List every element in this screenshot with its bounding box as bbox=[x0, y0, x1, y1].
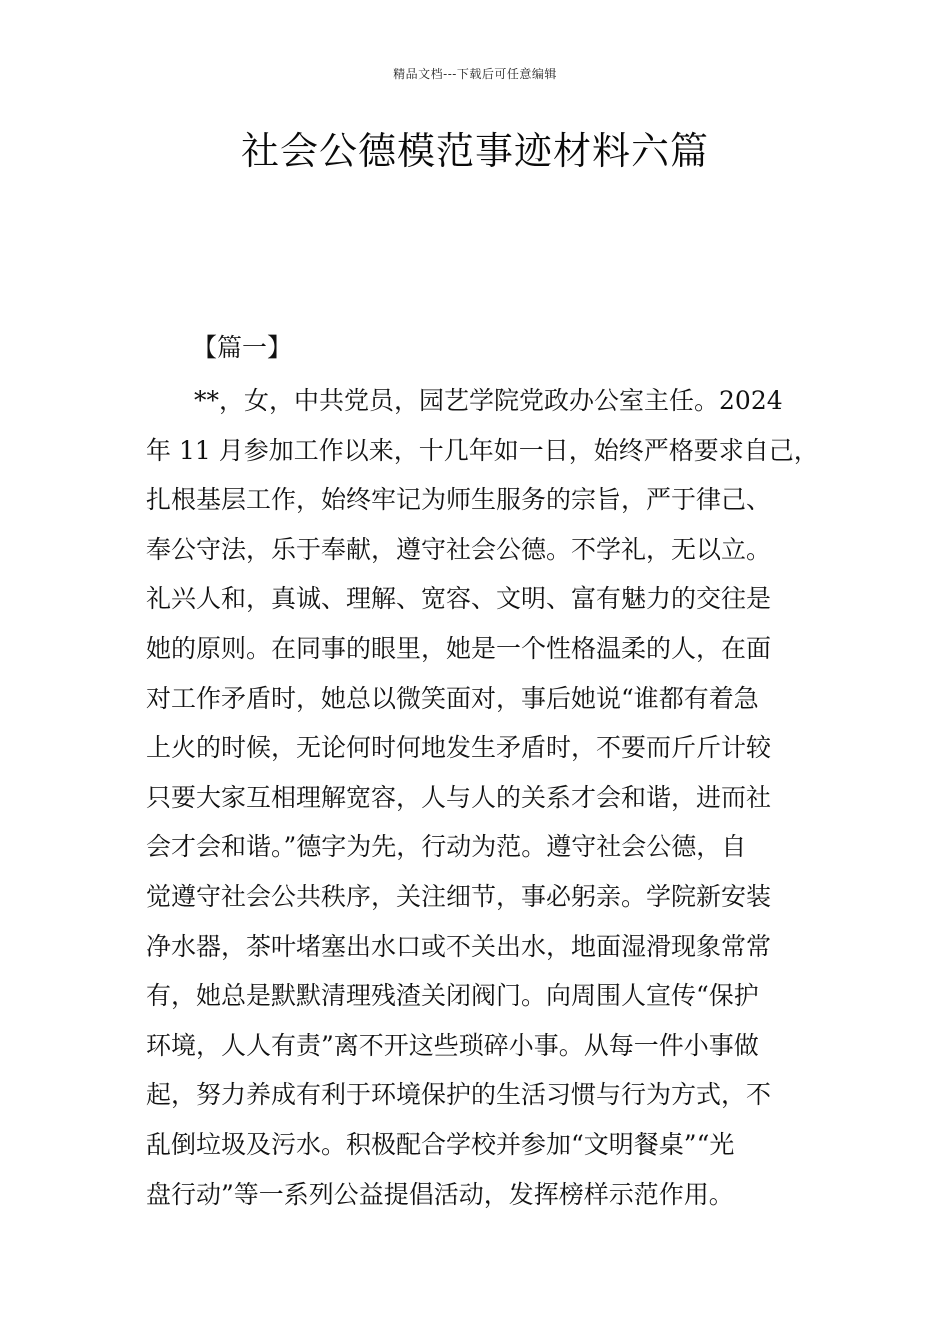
paragraph-line: 觉遵守社会公共秩序，关注细节，事必躬亲。学院新安装 bbox=[146, 881, 772, 911]
paragraph-line: 起，努力养成有利于环境保护的生活习惯与行为方式，不 bbox=[146, 1080, 772, 1110]
paragraph-line: 她的原则。在同事的眼里，她是一个性格温柔的人，在面 bbox=[146, 633, 772, 663]
paragraph-line: 奉公守法，乐于奉献，遵守社会公德。不学礼，无以立。 bbox=[146, 534, 772, 564]
paragraph-line: 上火的时候，无论何时何地发生矛盾时，不要而斤斤计较 bbox=[146, 733, 772, 763]
paragraph-line: 只要大家互相理解宽容，人与人的关系才会和谐，进而社 bbox=[146, 782, 772, 812]
paragraph-line: 环境，人人有责”离不开这些琐碎小事。从每一件小事做 bbox=[146, 1030, 759, 1060]
paragraph-line: **，女，中共党员，园艺学院党政办公室主任。2024 bbox=[194, 386, 783, 415]
paragraph-line: 年 11 月参加工作以来，十几年如一日，始终严格要求自己， bbox=[146, 435, 819, 465]
paragraph-line: 对工作矛盾时，她总以微笑面对，事后她说“谁都有着急 bbox=[146, 683, 759, 713]
header-note: 精品文档---下载后可任意编辑 bbox=[393, 67, 557, 81]
paragraph-line: 乱倒垃圾及污水。积极配合学校并参加“文明餐桌”“光 bbox=[146, 1129, 735, 1159]
paragraph-line: 礼兴人和，真诚、理解、宽容、文明、富有魅力的交往是 bbox=[146, 584, 772, 614]
paragraph-line: 净水器，茶叶堵塞出水口或不关出水，地面湿滑现象常常 bbox=[146, 931, 772, 961]
paragraph-line: 扎根基层工作，始终牢记为师生服务的宗旨，严于律己、 bbox=[146, 485, 772, 515]
paragraph-line: 会才会和谐。”德字为先，行动为范。遵守社会公德，自 bbox=[146, 832, 747, 862]
paragraph-line: 盘行动”等一系列公益提倡活动，发挥榜样示范作用。 bbox=[146, 1179, 734, 1209]
body-paragraph bbox=[146, 376, 821, 1219]
paragraph-line: 有，她总是默默清理残渣关闭阀门。向周围人宣传“保护 bbox=[146, 981, 759, 1011]
section-heading: 【篇一】 bbox=[192, 333, 293, 362]
document-title: 社会公德模范事迹材料六篇 bbox=[240, 129, 709, 173]
